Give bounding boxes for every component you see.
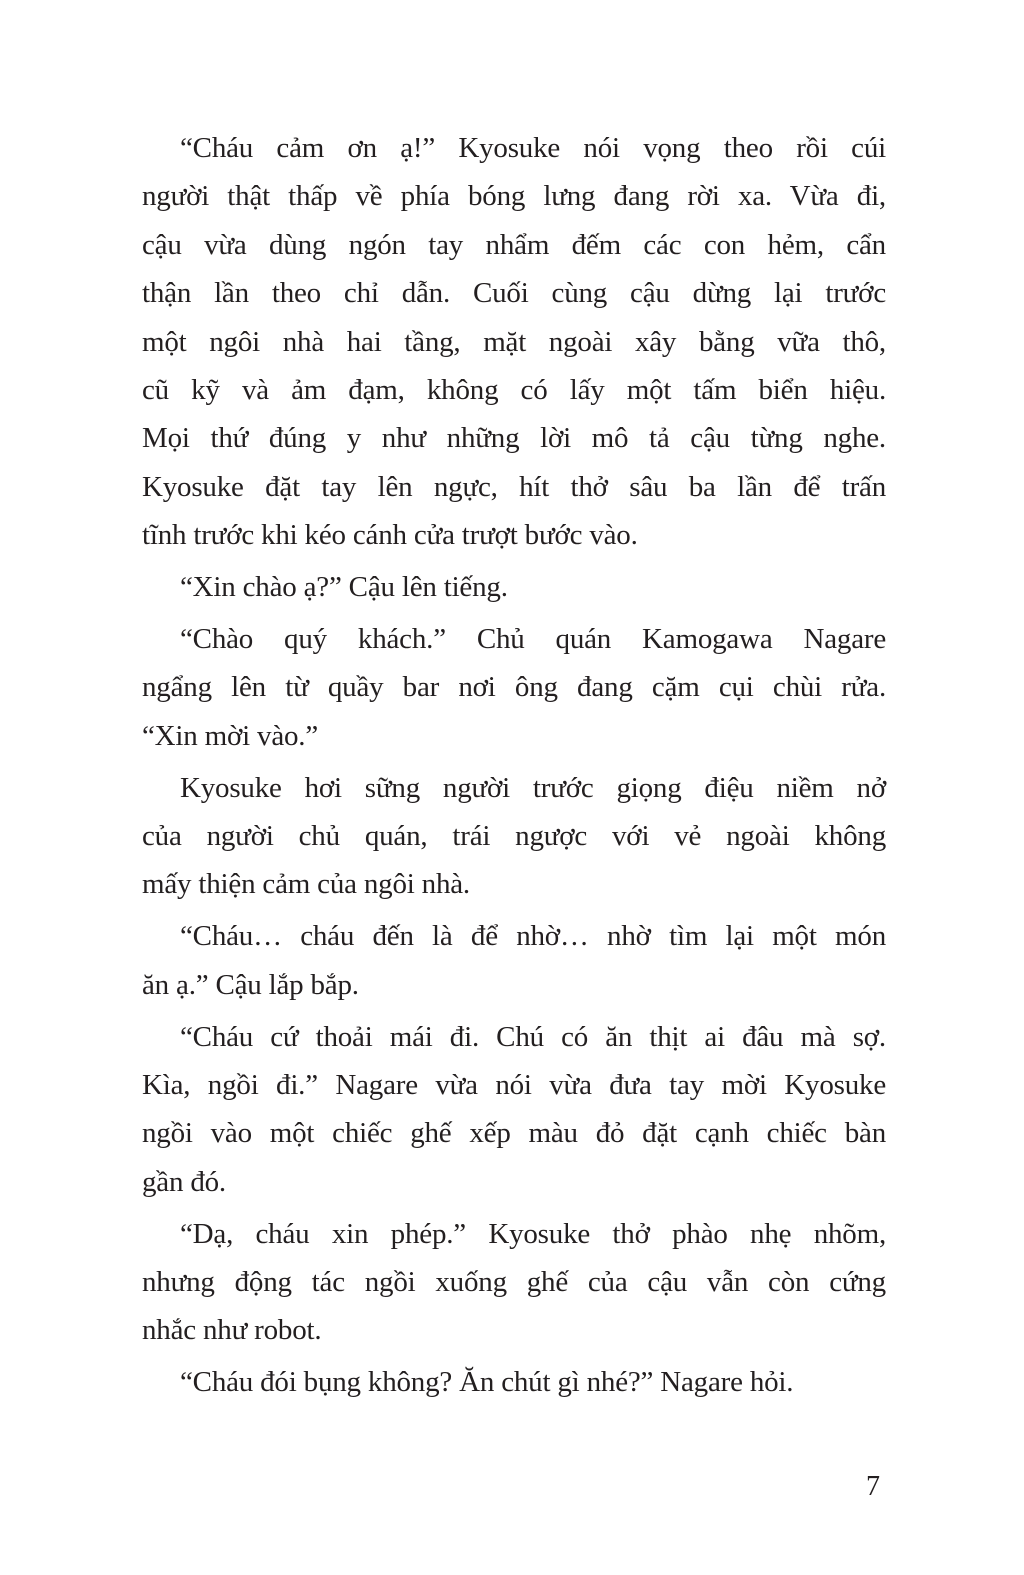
text-line: “Cháu cứ thoải mái đi. Chú có ăn thịt ai đâu mà sợ. (180, 1020, 886, 1053)
paragraph (142, 912, 886, 1009)
text-line: cũ kỹ và ảm đạm, không có lấy một tấm biển hiệu. (142, 373, 886, 406)
text-line: của người chủ quán, trái ngược với vẻ ngoài không (142, 819, 886, 852)
text-line: gần đó. (142, 1165, 226, 1198)
paragraph (142, 1358, 886, 1406)
text-line: “Cháu đói bụng không? Ăn chút gì nhé?” Nagare hỏi. (180, 1366, 794, 1399)
text-line: ăn ạ.” Cậu lắp bắp. (142, 968, 359, 1001)
page-number: 7 (866, 1471, 880, 1502)
paragraph (142, 615, 886, 760)
text-line: nhắc như robot. (142, 1314, 322, 1347)
text-line: mấy thiện cảm của ngôi nhà. (142, 868, 470, 901)
text-line: “Chào quý khách.” Chủ quán Kamogawa Nagare (180, 622, 886, 655)
paragraph (142, 563, 886, 611)
paragraph (142, 764, 886, 909)
text-line: “Xin mời vào.” (142, 719, 319, 752)
text-line: một ngôi nhà hai tầng, mặt ngoài xây bằng vữa thô, (142, 325, 886, 358)
paragraph (142, 1013, 886, 1207)
text-line: Kyosuke đặt tay lên ngực, hít thở sâu ba lần để trấn (142, 470, 886, 503)
text-line: nhưng động tác ngồi xuống ghế của cậu vẫn còn cứng (142, 1265, 886, 1298)
body-text (142, 124, 886, 1410)
text-line: “Xin chào ạ?” Cậu lên tiếng. (180, 571, 508, 604)
text-line: “Cháu… cháu đến là để nhờ… nhờ tìm lại một món (180, 920, 886, 953)
text-line: “Cháu cảm ơn ạ!” Kyosuke nói vọng theo rồi cúi (180, 132, 886, 164)
text-line: Kyosuke hơi sững người trước giọng điệu niềm nở (180, 771, 886, 804)
text-line: ngẩng lên từ quầy bar nơi ông đang cặm cụi chùi rửa. (142, 671, 886, 704)
text-line: cậu vừa dùng ngón tay nhẩm đếm các con hẻm, cẩn (142, 228, 886, 261)
paragraph (142, 1210, 886, 1355)
text-line: Kìa, ngồi đi.” Nagare vừa nói vừa đưa tay mời Kyosuke (142, 1068, 886, 1101)
text-line: Mọi thứ đúng y như những lời mô tả cậu từng nghe. (142, 422, 886, 455)
text-line: thận lần theo chỉ dẫn. Cuối cùng cậu dừng lại trước (142, 277, 886, 310)
text-line: tĩnh trước khi kéo cánh cửa trượt bước vào. (142, 519, 638, 552)
paragraph (142, 124, 886, 560)
text-line: ngồi vào một chiếc ghế xếp màu đỏ đặt cạnh chiếc bàn (142, 1117, 886, 1150)
text-line: người thật thấp về phía bóng lưng đang rời xa. Vừa đi, (142, 180, 886, 213)
text-line: “Dạ, cháu xin phép.” Kyosuke thở phào nhẹ nhõm, (180, 1217, 886, 1250)
